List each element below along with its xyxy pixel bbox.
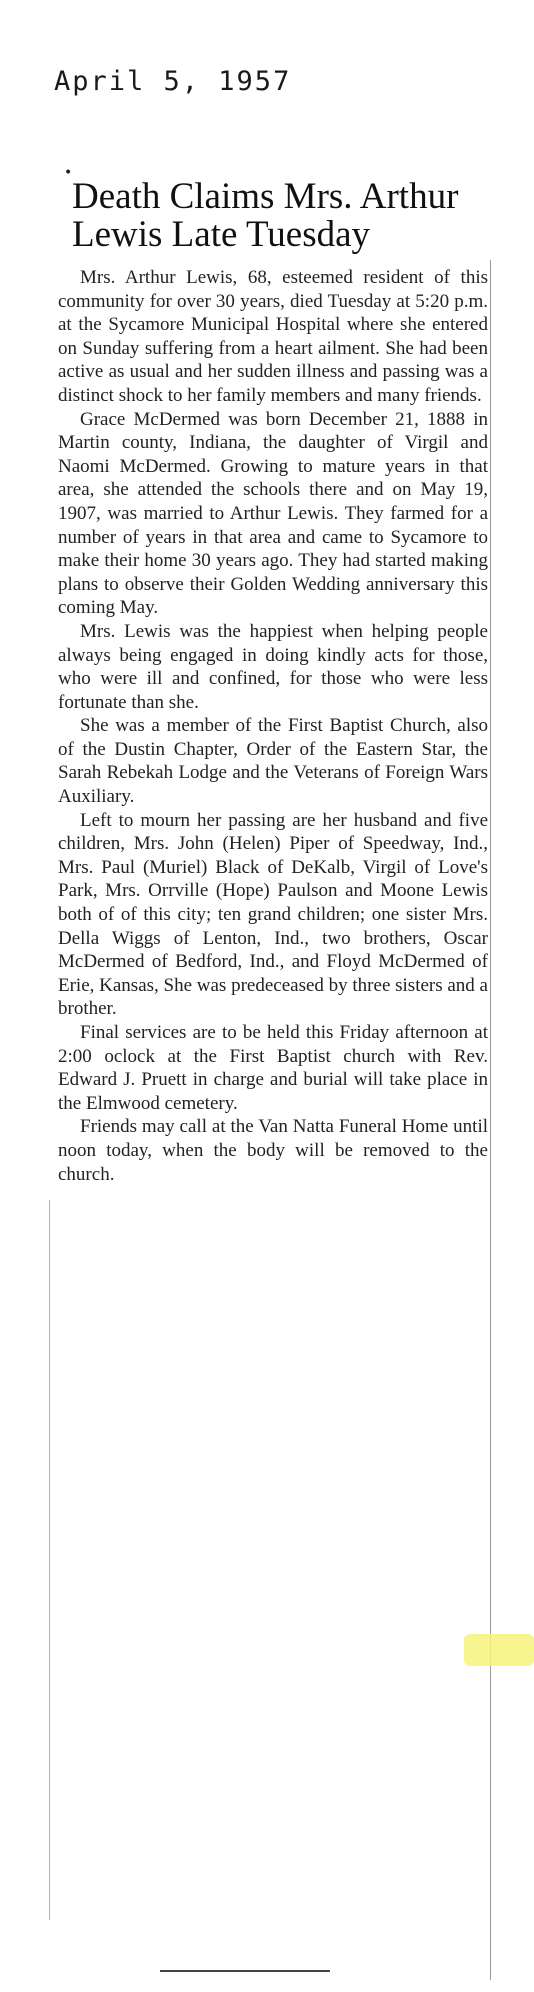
paragraph-services: Final services are to be held this Friday afternoon at 2:00 oclock at the First Baptist church with Rev. Edward J. Pruett in charge and burial will take place in the Elmwood cemetery. xyxy=(58,1022,488,1114)
article-body xyxy=(58,266,488,1186)
end-of-article-rule xyxy=(160,1970,330,1972)
highlighter-mark xyxy=(464,1634,534,1666)
newspaper-clipping xyxy=(58,178,488,1186)
paragraph-obituary-intro: Mrs. Arthur Lewis, 68, esteemed resident of this community for over 30 years, died Tuesday at 5:20 p.m. at the Sycamore Municipal Hospital where she entered on Sunday suffering from a heart ailment. She had been active as usual and her sudden illness and passing was a distinct shock to her family members and many friends. xyxy=(58,267,488,406)
headline: Death Claims Mrs. Arthur Lewis Late Tuesday xyxy=(72,176,459,255)
paragraph-character: Mrs. Lewis was the happiest when helping people always being engaged in doing kindly acts for those, who were ill and confined, for those who were less fortunate than she. xyxy=(58,620,488,713)
print-speck: • xyxy=(64,165,73,181)
paragraph-survivors: Left to mourn her passing are her husband and five children, Mrs. John (Helen) Piper of Speedway, Ind., Mrs. Paul (Muriel) Black of DeKalb, Virgil of Love's Park, Mrs. Orrville (Hope) Paulson and Moone Lewis both of of this city; ten grand children; one sister Mrs. Della Wiggs of Lenton, Ind., two brothers, Oscar McDermed of Bedford, Ind., and Floyd McDermed of Erie, Kansas, She was predeceased by three sisters and a brother. xyxy=(58,809,488,1020)
column-rule-left xyxy=(49,1200,50,1920)
column-rule-right xyxy=(490,260,491,1980)
clipping-date: April 5, 1957 xyxy=(54,66,292,97)
paragraph-visitation: Friends may call at the Van Natta Funeral Home until noon today, when the body will be removed to the church. xyxy=(58,1116,488,1185)
paragraph-memberships: She was a member of the First Baptist Church, also of the Dustin Chapter, Order of the Eastern Star, the Sarah Rebekah Lodge and the Veterans of Foreign Wars Auxiliary. xyxy=(58,715,488,808)
paragraph-biography: Grace McDermed was born December 21, 1888 in Martin county, Indiana, the daughter of Virgil and Naomi McDermed. Growing to mature years in that area, she attended the schools there and on May 19, 1907, was married to Arthur Lewis. They farmed for a number of years in that area and came to Sycamore to make their home 30 years ago. They had started making plans to observe their Golden Wedding anniversary this coming May. xyxy=(58,408,488,619)
